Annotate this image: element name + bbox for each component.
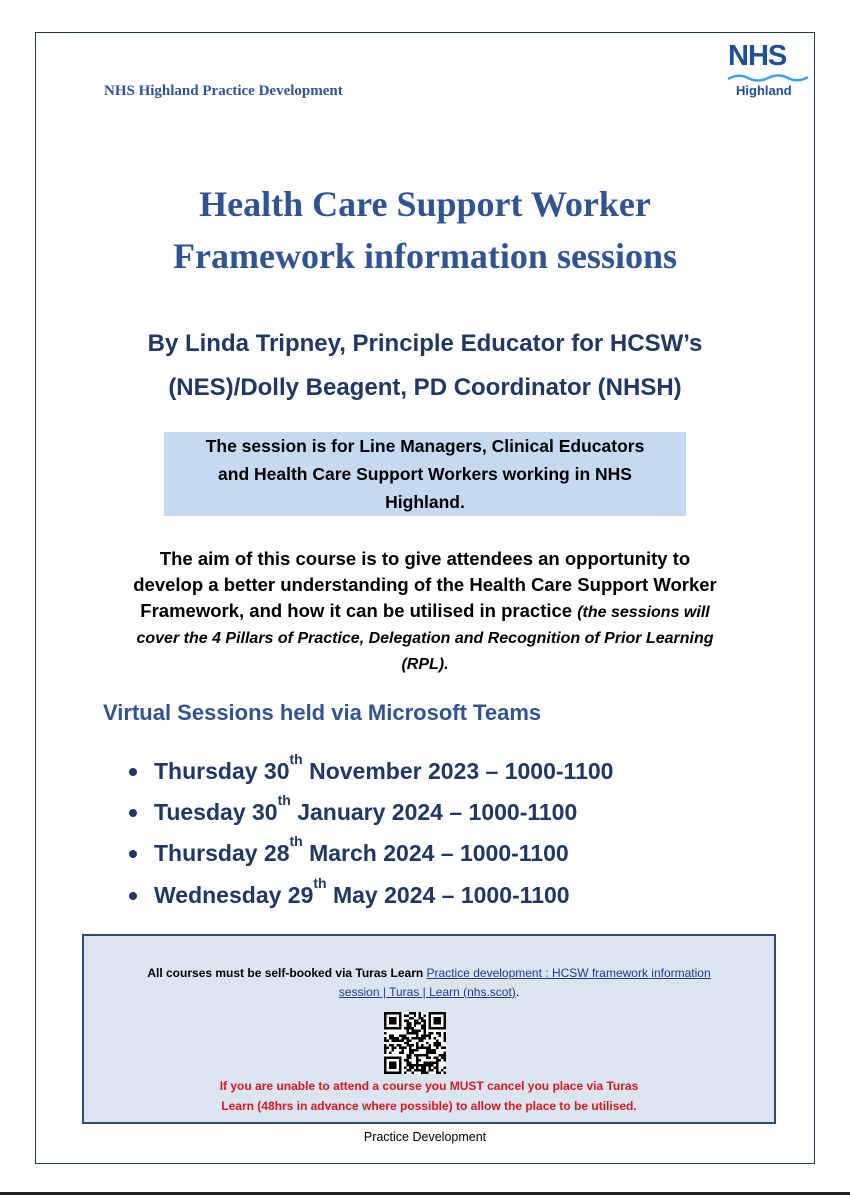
aim-line3 [70, 598, 780, 626]
session-date-time: January 2024 – 1000-1100 [290, 799, 578, 825]
audience-box [164, 432, 686, 516]
booking-line1 [84, 963, 774, 983]
turas-learn-link-cont[interactable]: session | Turas | Learn (nhs.scot) [338, 985, 516, 999]
session-date-time: March 2024 – 1000-1100 [302, 840, 569, 866]
session-day: Wednesday 29 [154, 882, 314, 908]
cancel-warning-line1: If you are unable to attend a course you MUST cancel you place via Turas [219, 1079, 639, 1093]
audience-line3: Highland. [164, 488, 686, 516]
virtual-sessions-heading: Virtual Sessions held via Microsoft Teams [103, 700, 542, 725]
aim-line5: (RPL). [401, 656, 449, 673]
cancel-warning-line2: Learn (48hrs in advance where possible) to allow the place to be utilised. [221, 1099, 637, 1113]
session-ordinal: th [313, 875, 327, 891]
bullet-icon [129, 768, 137, 776]
presenters-line1: By Linda Tripney, Principle Educator for HCSW’s [147, 330, 703, 357]
logo-region-text: Highland [736, 83, 792, 98]
bullet-icon [129, 892, 137, 900]
page-title-line2: Framework information sessions [173, 236, 677, 276]
page-title-line1: Health Care Support Worker [199, 184, 651, 224]
booking-line2 [84, 982, 774, 1002]
wave-icon [726, 73, 810, 83]
footer-text: Practice Development [363, 1130, 487, 1144]
aim-line3-italic: (the sessions will [577, 604, 710, 621]
presenters-line2: (NES)/Dolly Beagent, PD Coordinator (NHSH) [168, 374, 682, 401]
session-date-time: May 2024 – 1000-1100 [326, 882, 570, 908]
booking-info-box [82, 934, 776, 1124]
session-ordinal: th [289, 833, 303, 849]
nhs-highland-logo [722, 40, 814, 102]
session-day: Tuesday 30 [154, 799, 278, 825]
session-day: Thursday 28 [154, 840, 290, 866]
bullet-icon [129, 809, 137, 817]
logo-nhs-text: NHS [728, 40, 787, 72]
audience-line1: The session is for Line Managers, Clinical Educators [164, 432, 686, 460]
audience-line2: and Health Care Support Workers working in NHS [164, 460, 686, 488]
aim-line2: develop a better understanding of the Health Care Support Worker [133, 574, 717, 595]
aim-line4: cover the 4 Pillars of Practice, Delegation and Recognition of Prior Learning [136, 630, 714, 647]
aim-line3-bold: Framework, and how it can be utilised in practice [140, 600, 578, 621]
bullet-icon [129, 850, 137, 858]
booking-period: . [515, 985, 520, 999]
booking-intro: All courses must be self-booked via Turas Learn [147, 966, 427, 980]
session-day: Thursday 30 [154, 758, 290, 784]
turas-learn-link[interactable]: Practice development : HCSW framework information [426, 966, 711, 980]
session-ordinal: th [277, 792, 291, 808]
session-ordinal: th [289, 751, 303, 767]
bottom-rule [0, 1192, 850, 1195]
qr-code-icon[interactable] [384, 1012, 446, 1074]
session-date-time: November 2023 – 1000-1100 [302, 758, 614, 784]
aim-line1: The aim of this course is to give attendees an opportunity to [159, 548, 691, 569]
org-name: NHS Highland Practice Development [104, 83, 343, 99]
